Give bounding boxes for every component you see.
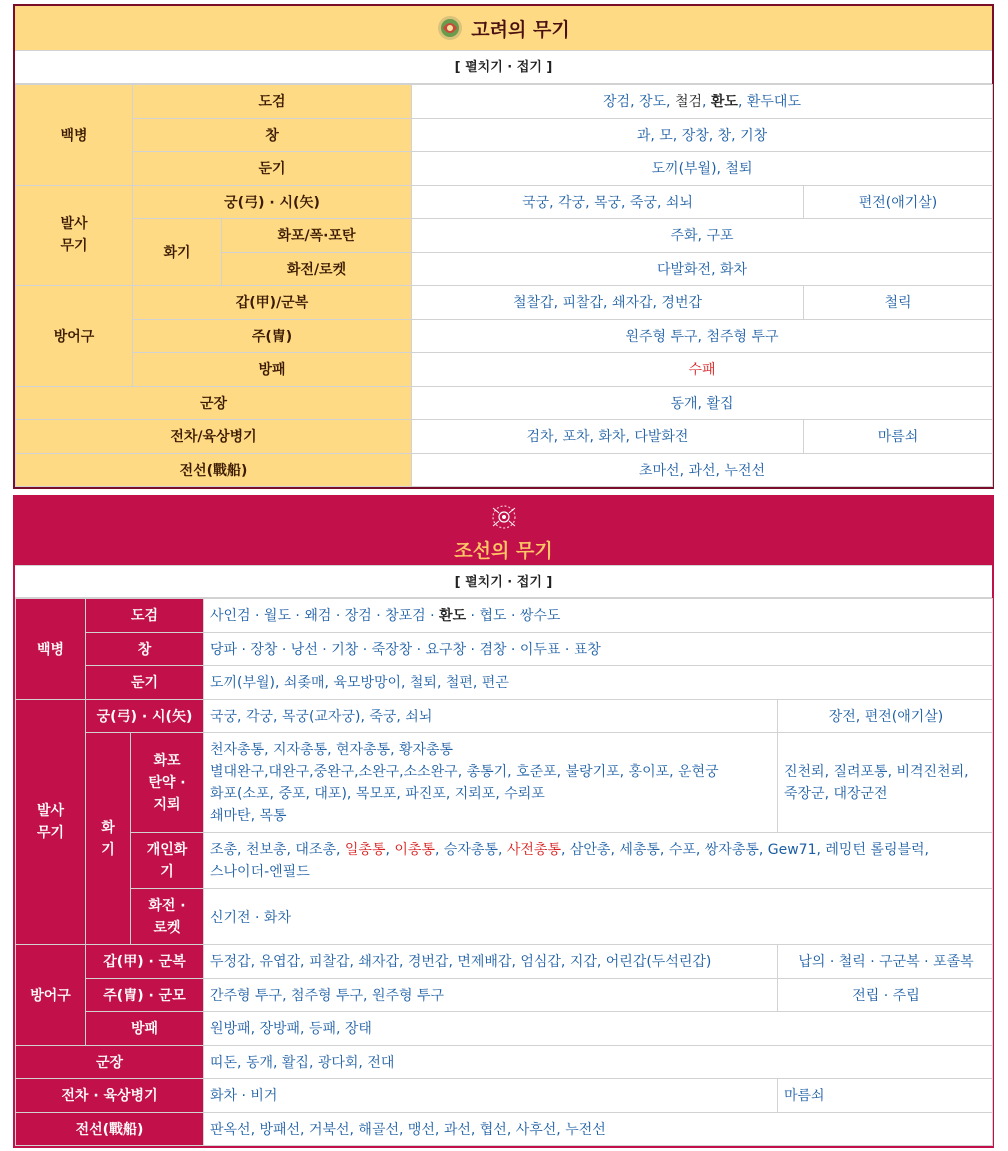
joseon-toggle[interactable]: [ 펼치기 · 접기 ] <box>15 565 992 598</box>
joseon-table <box>15 598 993 1146</box>
joseon-vehicle-values-2[interactable]: 마름쇠 <box>778 1079 993 1113</box>
goryeo-sword-links[interactable]: 장검, 장도, <box>603 94 675 111</box>
goryeo-blunt-label[interactable]: 둔기 <box>133 152 412 186</box>
joseon-personal-firearm-label[interactable]: 개인화 기 <box>131 833 204 889</box>
joseon-personal-links-3[interactable]: , 삼안총, 세총통, 수포, 쌍자총통, Gew71, 레밍턴 롤링블럭, <box>560 841 929 858</box>
joseon-title-bar <box>15 497 992 565</box>
joseon-personal-red-3[interactable]: 사전총통 <box>506 841 561 858</box>
goryeo-ranged-label: 발사 무기 <box>16 185 133 286</box>
joseon-sword-links2[interactable]: · 협도 · 쌍수도 <box>466 608 561 625</box>
goryeo-staff-values[interactable]: 동개, 활집 <box>412 386 993 420</box>
joseon-vehicle-values[interactable]: 화차 · 비거 <box>204 1079 778 1113</box>
joseon-infantry-label: 백병 <box>16 599 86 700</box>
joseon-cannon-line-4[interactable]: 쇄마탄, 목통 <box>210 807 287 824</box>
goryeo-toggle[interactable]: [ 펼치기 · 접기 ] <box>15 51 992 84</box>
goryeo-title-bar <box>15 6 992 51</box>
joseon-armor-label[interactable]: 갑(甲) · 군복 <box>86 945 204 979</box>
goryeo-cannon-values[interactable]: 주화, 구포 <box>412 219 993 253</box>
goryeo-armor-values-2[interactable]: 철릭 <box>804 286 993 320</box>
goryeo-bow-label[interactable]: 궁(弓) · 시(矢) <box>133 185 412 219</box>
joseon-armor-group-label: 방어구 <box>16 945 86 1046</box>
goryeo-bow-values-2[interactable]: 편전(애기살) <box>804 185 993 219</box>
goryeo-rocket-values[interactable]: 다발화전, 화차 <box>412 252 993 286</box>
joseon-title[interactable]: 조선의 무기 <box>454 539 553 562</box>
joseon-bow-label[interactable]: 궁(弓) · 시(矢) <box>86 699 204 733</box>
goryeo-sword-sep: , <box>702 94 711 111</box>
goryeo-sword-bold: 환도 <box>710 94 738 111</box>
joseon-spear-label[interactable]: 창 <box>86 632 204 666</box>
goryeo-shield-label[interactable]: 방패 <box>133 353 412 387</box>
joseon-sword-links[interactable]: 사인검 · 월도 · 왜검 · 장검 · 창포검 · <box>210 608 440 625</box>
goryeo-emblem-icon <box>437 15 463 41</box>
goryeo-sword-label[interactable]: 도검 <box>133 85 412 119</box>
joseon-sword-label[interactable]: 도검 <box>86 599 204 633</box>
joseon-personal-firearm-values[interactable] <box>204 833 993 889</box>
joseon-personal-line-2[interactable]: 스나이더-엔필드 <box>210 863 310 880</box>
goryeo-vehicle-label[interactable]: 전차/육상병기 <box>16 420 412 454</box>
joseon-staff-values[interactable]: 띠돈, 동개, 활집, 광다회, 전대 <box>204 1045 993 1079</box>
joseon-personal-line-1[interactable] <box>210 839 986 861</box>
joseon-cannon-label[interactable]: 화포 탄약 · 지뢰 <box>131 733 204 833</box>
joseon-helmet-values-2[interactable]: 전립 · 주립 <box>778 978 993 1012</box>
joseon-emblem-icon <box>488 504 520 530</box>
goryeo-infantry-label: 백병 <box>16 85 133 186</box>
joseon-shield-label[interactable]: 방패 <box>86 1012 204 1046</box>
goryeo-rocket-label[interactable]: 화전/로켓 <box>222 252 412 286</box>
joseon-staff-label[interactable]: 군장 <box>16 1045 204 1079</box>
joseon-cannon-line-3[interactable]: 화포(소포, 중포, 대포), 목모포, 파진포, 지뢰포, 수뢰포 <box>210 785 545 802</box>
joseon-helmet-label[interactable]: 주(冑) · 군모 <box>86 978 204 1012</box>
joseon-helmet-values[interactable]: 간주형 투구, 첨주형 투구, 원주형 투구 <box>204 978 778 1012</box>
joseon-weapons-navbox <box>13 495 994 1148</box>
joseon-blunt-label[interactable]: 둔기 <box>86 666 204 700</box>
goryeo-shield-values[interactable]: 수패 <box>412 353 993 387</box>
joseon-cannon-line-1[interactable]: 천자총통, 지자총통, 현자총통, 황자총통 <box>210 741 454 758</box>
joseon-armor-values-2[interactable]: 납의 · 철릭 · 구군복 · 포졸복 <box>778 945 993 979</box>
joseon-sword-bold: 환도 <box>439 608 467 625</box>
joseon-personal-links-2[interactable]: , 승자총통, <box>434 841 507 858</box>
joseon-rocket-values[interactable]: 신기전 · 화차 <box>204 889 993 945</box>
goryeo-armor-group-label: 방어구 <box>16 286 133 387</box>
goryeo-title[interactable]: 고려의 무기 <box>471 18 570 41</box>
goryeo-cannon-label[interactable]: 화포/폭·포탄 <box>222 219 412 253</box>
joseon-rocket-label[interactable]: 화전 · 로켓 <box>131 889 204 945</box>
goryeo-sword-links2[interactable]: , 환두대도 <box>737 94 801 111</box>
joseon-spear-values[interactable]: 당파 · 장창 · 낭선 · 기창 · 죽장창 · 요구창 · 겸창 · 이두표 · 표창 <box>204 632 993 666</box>
joseon-cannon-values[interactable] <box>204 733 778 833</box>
joseon-cannon-values-2[interactable]: 진천뢰, 질려포통, 비격진천뢰, 죽장군, 대장군전 <box>778 733 993 833</box>
goryeo-staff-label[interactable]: 군장 <box>16 386 412 420</box>
goryeo-armor-values[interactable]: 철찰갑, 피찰갑, 쇄자갑, 경번갑 <box>412 286 804 320</box>
goryeo-table <box>15 84 993 487</box>
goryeo-bow-values[interactable]: 국궁, 각궁, 목궁, 죽궁, 쇠뇌 <box>412 185 804 219</box>
goryeo-firearm-label[interactable]: 화기 <box>133 219 222 286</box>
joseon-personal-red-2[interactable]: 이총통 <box>394 841 435 858</box>
joseon-ship-values[interactable]: 판옥선, 방패선, 거북선, 해골선, 맹선, 과선, 협선, 사후선, 누전선 <box>204 1112 993 1146</box>
goryeo-sword-values[interactable] <box>412 85 993 119</box>
joseon-bow-values-2[interactable]: 장전, 편전(애기살) <box>778 699 993 733</box>
joseon-personal-links-1[interactable]: 조총, 천보총, 대조총, <box>210 841 345 858</box>
goryeo-sword-plain: 철검 <box>674 94 702 111</box>
goryeo-ship-values[interactable]: 초마선, 과선, 누전선 <box>412 453 993 487</box>
joseon-vehicle-label[interactable]: 전차 · 육상병기 <box>16 1079 204 1113</box>
goryeo-helmet-label[interactable]: 주(冑) <box>133 319 412 353</box>
goryeo-spear-values[interactable]: 과, 모, 장창, 창, 기창 <box>412 118 993 152</box>
joseon-shield-values[interactable]: 원방패, 장방패, 등패, 장태 <box>204 1012 993 1046</box>
joseon-personal-sep: , <box>385 841 395 858</box>
joseon-sword-values[interactable] <box>204 599 993 633</box>
joseon-bow-values[interactable]: 국궁, 각궁, 목궁(교자궁), 죽궁, 쇠뇌 <box>204 699 778 733</box>
goryeo-helmet-values[interactable]: 원주형 투구, 첨주형 투구 <box>412 319 993 353</box>
goryeo-weapons-navbox <box>13 4 994 489</box>
joseon-armor-values[interactable]: 두정갑, 유엽갑, 피찰갑, 쇄자갑, 경번갑, 면제배갑, 엄심갑, 지갑, 어린갑(두석린갑) <box>204 945 778 979</box>
joseon-blunt-values[interactable]: 도끼(부월), 쇠좆매, 육모방망이, 철퇴, 철편, 편곤 <box>204 666 993 700</box>
joseon-personal-red-1[interactable]: 일총통 <box>344 841 386 858</box>
goryeo-vehicle-values-2[interactable]: 마름쇠 <box>804 420 993 454</box>
goryeo-blunt-values[interactable]: 도끼(부월), 철퇴 <box>412 152 993 186</box>
goryeo-armor-label[interactable]: 갑(甲)/군복 <box>133 286 412 320</box>
joseon-ranged-label: 발사 무기 <box>16 699 86 945</box>
goryeo-spear-label[interactable]: 창 <box>133 118 412 152</box>
goryeo-ship-label[interactable]: 전선(戰船) <box>16 453 412 487</box>
goryeo-vehicle-values[interactable]: 검차, 포차, 화차, 다발화전 <box>412 420 804 454</box>
joseon-firearm-label[interactable]: 화 기 <box>86 733 131 945</box>
joseon-cannon-line-2[interactable]: 별대완구,대완구,중완구,소완구,소소완구, 총통기, 호준포, 불랑기포, 홍이포, 운현궁 <box>210 763 719 780</box>
joseon-ship-label[interactable]: 전선(戰船) <box>16 1112 204 1146</box>
